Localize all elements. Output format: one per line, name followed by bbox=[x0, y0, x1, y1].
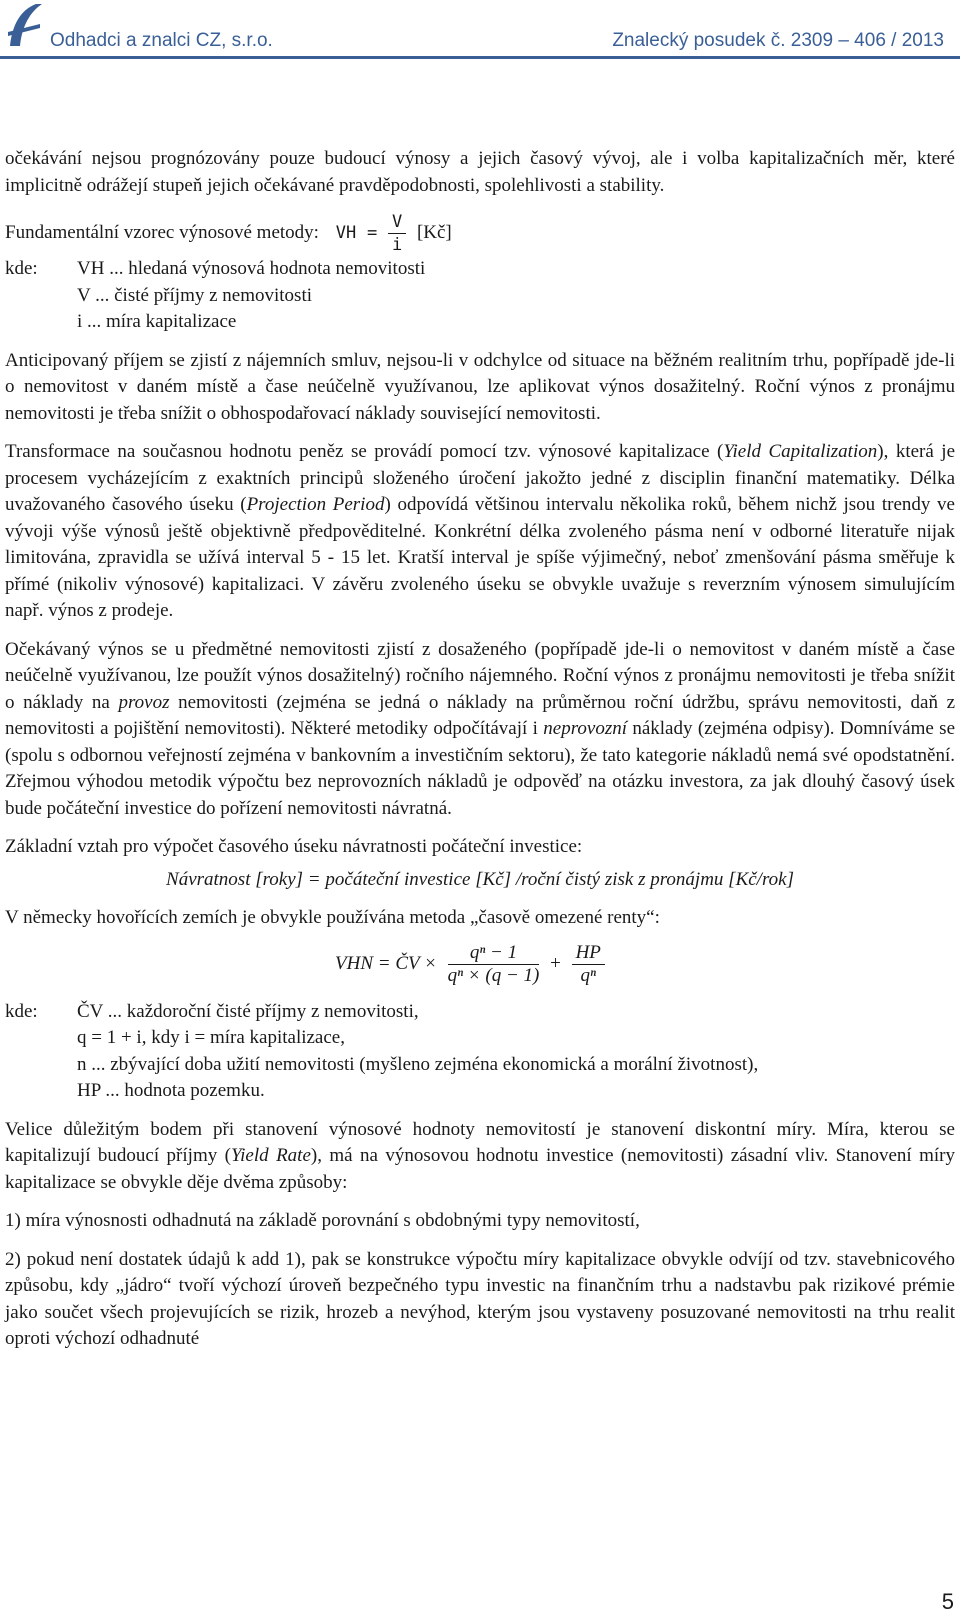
formula-label: Fundamentální vzorec výnosové metody: bbox=[5, 221, 319, 243]
formula-numerator: V bbox=[388, 211, 406, 234]
paragraph-intro: očekávání nejsou prognózovány pouze budoucí výnosy a jejich časový vývoj, ale i volba kapitalizačních měr, které implicitně odrážejí stupeň jejich očekávané pravděpodobnosti, spolehlivosti a stability. bbox=[5, 148, 955, 196]
formula-denominator: i bbox=[391, 235, 403, 255]
fraction-denominator: qⁿ bbox=[580, 964, 596, 986]
header-divider bbox=[0, 56, 960, 59]
document-body bbox=[5, 146, 955, 1353]
definition-item: n ... zbývající doba užití nemovitosti (myšleno zejména ekonomická a morální životnost), bbox=[77, 1053, 759, 1075]
annuity-plus: + bbox=[550, 952, 561, 974]
annuity-formula bbox=[5, 942, 955, 987]
formula-fraction bbox=[388, 211, 406, 256]
payback-formula: Návratnost [roky] = počáteční investice [Kč] /roční čistý zisk z pronájmu [Kč/rok] bbox=[166, 868, 794, 890]
paragraph-payback-intro: Základní vztah pro výpočet časového úseku návratnosti počáteční investice: bbox=[5, 836, 583, 857]
annuity-fraction-2 bbox=[572, 942, 605, 987]
definition-item: q = 1 + i, kdy i = míra kapitalizace, bbox=[77, 1027, 345, 1048]
fraction-numerator: qⁿ − 1 bbox=[448, 942, 540, 965]
paragraph-annuity-intro: V německy hovořících zemích je obvykle používána metoda „časově omezené renty“: bbox=[5, 907, 660, 928]
page-number: 5 bbox=[941, 1589, 954, 1614]
annuity-fraction-1 bbox=[448, 942, 540, 987]
paragraph-anticipated-income: Anticipovaný příjem se zjistí z nájemních smluv, nejsou-li v odchylce od situace na běžném realitním trhu, popřípadě jde-li o nemovitost v daném místě a čase neúčelně využívanou, lze aplikovat výnos dosažitelný. Roční výnos z pronájmu nemovitosti je třeba snížit o obhospodařovací náklady související nemovitosti. bbox=[5, 349, 955, 424]
report-number: Znalecký posudek č. 2309 – 406 / 2013 bbox=[612, 30, 944, 51]
definitions-key: kde: bbox=[5, 1000, 38, 1022]
fraction-denominator: qⁿ × (q − 1) bbox=[447, 964, 540, 986]
paragraph-method-1: 1) míra výnosnosti odhadnutá na základě porovnání s obdobnými typy nemovitostí, bbox=[5, 1210, 640, 1231]
definition-item: HP ... hodnota pozemku. bbox=[77, 1080, 265, 1101]
fundamental-formula bbox=[5, 211, 955, 256]
company-logo-icon bbox=[6, 2, 46, 50]
paragraph-discount-rate: Velice důležitým bodem při stanovení výnosové hodnoty nemovitostí je stanovení diskontní míry. Míra, kterou se kapitalizují budoucí příjmy (Yield Rate), má na výnosovou hodnotu investice (nemovitosti) zásadní vliv. Stanovení míry kapitalizace se obvykle děje dvěma způsoby: bbox=[5, 1118, 955, 1193]
paragraph-yield-capitalization: Transformace na současnou hodnotu peněz se provádí pomocí tzv. výnosové kapitalizace (Yield Capitalization), která je procesem vycházejícím z exaktních principů složeného úročení jakožto jedné z disciplin finanční matematiky. Délka uvažovaného časového úseku (Projection Period) odpovídá většinou intervalu několika roků, během nichž jsou trendy ve vývoji výše výnosů ještě objektivně předpověditelné. Konkrétní délka zvoleného pásma není v odborné literatuře nijak limitována, zpravidla se užívá interval 5 - 15 let. Kratší interval je spíše výjimečný, neboť zmenšování pásma směřuje k přímé (nikoliv výnosové) kapitalizaci. V závěru zvoleného úseku se obvykle uvažuje s reverzním výnosem simulujícím např. výnos z prodeje. bbox=[5, 441, 955, 621]
formula-lhs: VH bbox=[335, 222, 357, 243]
formula-equals: = bbox=[366, 222, 378, 243]
definitions-key: kde: bbox=[5, 258, 38, 279]
paragraph-method-2: 2) pokud není dostatek údajů k add 1), pak se konstrukce výpočtu míry kapitalizace obvykle odvíjí od tzv. stavebnicového způsobu, kdy „jádro“ tvoří výchozí úroveň bezpečného typu investic na finančním trhu a nadstavbu pak rizikové prémie jako součet všech projevujících se rizik, hrozeb a nevýhod, kterým jsou vystaveny posuzované nemovitosti na trhu realit oproti výchozí odhadnuté bbox=[5, 1248, 955, 1349]
definition-item: V ... čisté příjmy z nemovitosti bbox=[77, 284, 313, 306]
formula-unit: [Kč] bbox=[416, 221, 452, 243]
fraction-numerator: HP bbox=[572, 942, 605, 965]
company-name: Odhadci a znalci CZ, s.r.o. bbox=[50, 30, 273, 51]
definition-item: VH ... hledaná výnosová hodnota nemovitosti bbox=[77, 258, 426, 279]
page-header bbox=[0, 0, 960, 60]
annuity-lhs: VHN = ČV × bbox=[335, 952, 437, 974]
paragraph-expected-yield: Očekávaný výnos se u předmětné nemovitosti zjistí z dosaženého (popřípadě jde-li o nemovitost v daném místě a čase neúčelně využívanou, lze použít výnos dosažitelný) ročního nájemného. Roční výnos z pronájmu nemovitosti je třeba snížit o náklady na provoz nemovitosti (zejména se jedná o náklady na průměrnou roční údržbu, správu nemovitosti, daň z nemovitosti a pojištění nemovitosti). Některé metodiky odpočítávají i neprovozní náklady (zejména odpisy). Domníváme se (spolu s odbornou veřejností zejména v bankovním a investičním sektoru), že tato kategorie nákladů nemá své opodstatnění. Zřejmou výhodou metodik výpočtu bez neprovozních nákladů je odpověď na otázku investora, za jak dlouhý časový úsek bude počáteční investice do pořízení nemovitosti návratná. bbox=[5, 638, 956, 819]
definition-item: ČV ... každoroční čisté příjmy z nemovitosti, bbox=[77, 1000, 419, 1022]
definitions-2 bbox=[5, 999, 758, 1105]
definition-item: i ... míra kapitalizace bbox=[77, 311, 237, 332]
definitions-1 bbox=[5, 256, 425, 336]
